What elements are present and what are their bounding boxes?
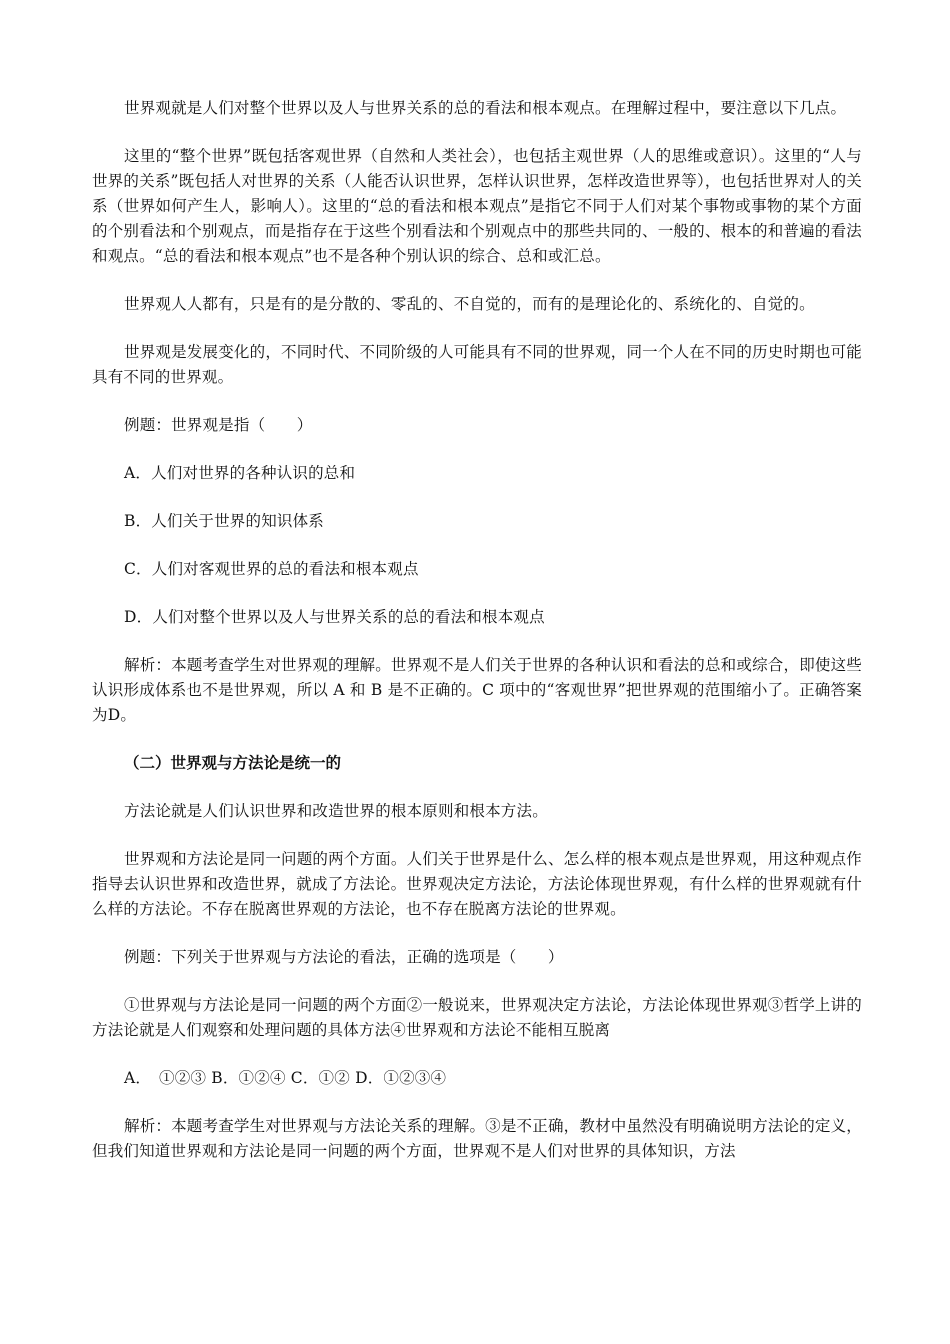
example-1-option-c: C．人们对客观世界的总的看法和根本观点 <box>124 560 419 578</box>
methodology-definition-paragraph: 方法论就是人们认识世界和改造世界的根本原则和根本方法。 <box>124 802 548 820</box>
document-page <box>92 96 862 1187</box>
example-1-option-d: D．人们对整个世界以及人与世界关系的总的看法和根本观点 <box>124 608 545 626</box>
example-2-statements: ①世界观与方法论是同一问题的两个方面②一般说来，世界观决定方法论，方法论体现世界观③哲学上讲的方法论就是人们观察和处理问题的具体方法④世界观和方法论不能相互脱离 <box>92 996 862 1039</box>
example-2-options: A． ①②③ B．①②④ C．①② D．①②③④ <box>124 1069 447 1087</box>
everyone-has-worldview-paragraph: 世界观人人都有，只是有的是分散的、零乱的、不自觉的，而有的是理论化的、系统化的、自觉的。 <box>124 295 815 313</box>
example-1-analysis: 解析：本题考查学生对世界观的理解。世界观不是人们关于世界的各种认识和看法的总和或综合，即使这些认识形成体系也不是世界观，所以 A 和 B 是不正确的。C 项中的“客观世界”把世界观的范围缩小了。正确答案为D。 <box>92 656 862 724</box>
example-1-option-a: A．人们对世界的各种认识的总和 <box>124 464 356 482</box>
worldview-changes-paragraph: 世界观是发展变化的，不同时代、不同阶级的人可能具有不同的世界观，同一个人在不同的历史时期也可能具有不同的世界观。 <box>92 343 862 386</box>
worldview-methodology-relation-paragraph: 世界观和方法论是同一问题的两个方面。人们关于世界是什么、怎么样的根本观点是世界观，用这种观点作指导去认识世界和改造世界，就成了方法论。世界观决定方法论，方法论体现世界观，有什么样的世界观就有什么样的方法论。不存在脱离世界观的方法论，也不存在脱离方法论的世界观。 <box>92 850 862 918</box>
example-2-question: 例题：下列关于世界观与方法论的看法，正确的选项是（ ） <box>124 948 564 966</box>
example-1-question: 例题：世界观是指（ ） <box>124 416 313 434</box>
worldview-definition-paragraph: 世界观就是人们对整个世界以及人与世界关系的总的看法和根本观点。在理解过程中，要注意以下几点。 <box>124 99 847 117</box>
example-1-option-b: B．人们关于世界的知识体系 <box>124 512 324 530</box>
example-2-analysis: 解析：本题考查学生对世界观与方法论关系的理解。③是不正确，教材中虽然没有明确说明方法论的定义，但我们知道世界观和方法论是同一问题的两个方面，世界观不是人们对世界的具体知识，方法 <box>92 1117 862 1160</box>
section-heading-2: （二）世界观与方法论是统一的 <box>124 754 342 772</box>
whole-world-explanation-paragraph: 这里的“整个世界”既包括客观世界（自然和人类社会），也包括主观世界（人的思维或意识）。这里的“人与世界的关系”既包括人对世界的关系（人能否认识世界，怎样认识世界，怎样改造世界等），也包括世界对人的关系（世界如何产生人，影响人）。这里的“总的看法和根本观点”是指它不同于人们对某个事物或事物的某个方面的个别看法和个别观点，而是指存在于这些个别看法和个别观点中的那些共同的、一般的、根本的和普遍的看法和观点。“总的看法和根本观点”也不是各种个别认识的综合、总和或汇总。 <box>92 147 862 265</box>
